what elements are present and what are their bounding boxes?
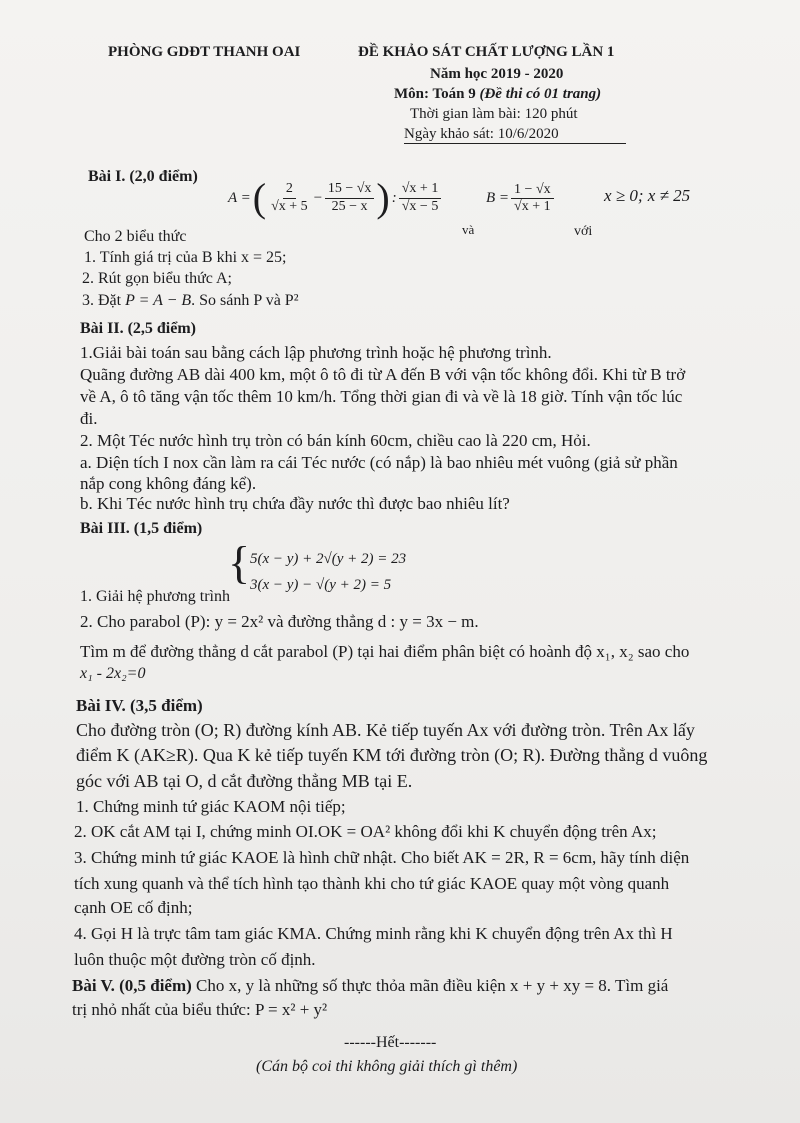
- end-marker: ------Hết-------: [344, 1034, 437, 1051]
- expression-a: A = ( $\frac{2}{√x + 5}$ − $\frac{15 - √x}{25 - x}$ ) : $\frac{√x + 1}{√x - 5}$: [228, 178, 441, 218]
- section-1-question-3: 3. Đặt P = A − B. So sánh P và P²: [82, 292, 299, 309]
- section-4-line-2: điểm K (AK≥R). Qua K kẻ tiếp tuyến KM tới đường tròn (O; R). Đường thẳng d vuông: [76, 745, 708, 765]
- section-4-line-3: góc với AB tại O, d cắt đường thẳng MB tại E.: [76, 771, 413, 791]
- exam-duration: Thời gian làm bài: 120 phút: [410, 106, 578, 122]
- section-2-title: Bài II. (2,5 điểm): [80, 320, 196, 337]
- section-3-title: Bài III. (1,5 điểm): [80, 520, 203, 537]
- section-2-line-4: đi.: [80, 409, 98, 428]
- and-word: và: [462, 222, 475, 237]
- exam-title: ĐỀ KHẢO SÁT CHẤT LƯỢNG LẦN 1: [358, 44, 615, 60]
- section-2-line-5: 2. Một Téc nước hình trụ tròn có bán kính 60cm, chiều cao là 220 cm, Hỏi.: [80, 431, 591, 450]
- exam-date: Ngày khảo sát: 10/6/2020: [404, 126, 626, 144]
- system-equation-1: 5(x − y) + 2√(y + 2) = 23: [250, 551, 407, 567]
- section-4-line-7: tích xung quanh và thể tích hình tạo thành khi cho tứ giác KAOE quay một vòng quanh: [74, 874, 670, 893]
- section-5-line-2: trị nhỏ nhất của biểu thức: P = x² + y²: [72, 1000, 328, 1019]
- section-1-title: Bài I. (2,0 điểm): [88, 168, 198, 185]
- section-4-line-1: Cho đường tròn (O; R) đường kính AB. Kẻ tiếp tuyến Ax với đường tròn. Trên Ax lấy: [76, 720, 695, 740]
- section-4-title: Bài IV. (3,5 điểm): [76, 696, 203, 715]
- section-3-question-2: 2. Cho parabol (P): y = 2x² và đường thẳng d : y = 3x − m.: [80, 612, 479, 631]
- section-2-line-8: b. Khi Téc nước hình trụ chứa đầy nước thì được bao nhiêu lít?: [80, 494, 510, 513]
- section-4-line-8: cạnh OE cố định;: [74, 898, 193, 917]
- department-name: PHÒNG GDĐT THANH OAI: [108, 44, 301, 60]
- condition: x ≥ 0; x ≠ 25: [604, 186, 691, 205]
- subject: Môn: Toán 9 (Đề thi có 01 trang): [394, 86, 602, 102]
- section-4-line-10: luôn thuộc một đường tròn cố định.: [74, 950, 316, 969]
- section-4-line-5: 2. OK cắt AM tại I, chứng minh OI.OK = OA² không đổi khi K chuyển động trên Ax;: [74, 822, 657, 841]
- section-2-line-2: Quãng đường AB dài 400 km, một ô tô đi từ A đến B với vận tốc không đổi. Khi từ B trở: [80, 365, 686, 384]
- system-equation-2: 3(x − y) − √(y + 2) = 5: [250, 577, 392, 593]
- footer-note: (Cán bộ coi thi không giải thích gì thêm): [256, 1058, 518, 1075]
- section-5-line-1: Bài V. (0,5 điểm) Cho x, y là những số thực thỏa mãn điều kiện x + y + xy = 8. Tìm giá: [72, 976, 669, 995]
- section-2-line-1: 1.Giải bài toán sau bằng cách lập phương trình hoặc hệ phương trình.: [80, 343, 552, 362]
- section-2-line-6: a. Diện tích I nox cần làm ra cái Téc nước (có nắp) là bao nhiêu mét vuông (giả sử phần: [80, 453, 678, 472]
- expression-b: B = $\frac{1 - √x}{√x + 1}$: [486, 182, 554, 215]
- section-2-line-3: về A, ô tô tăng vận tốc thêm 10 km/h. Tổng thời gian đi và về là 18 giờ. Tính vận tốc lúc: [80, 387, 683, 406]
- section-4-line-9: 4. Gọi H là trực tâm tam giác KMA. Chứng minh rằng khi K chuyển động trên Ax thì H: [74, 924, 673, 943]
- section-2-line-7: nắp cong không đáng kể).: [80, 474, 257, 493]
- section-1-intro: Cho 2 biểu thức: [84, 228, 187, 245]
- with-word: với: [574, 224, 593, 239]
- section-3-question-2b: Tìm m để đường thẳng d cắt parabol (P) tại hai điểm phân biệt có hoành độ x₁, x₂ sao cho: [80, 642, 690, 661]
- section-4-line-4: 1. Chứng minh tứ giác KAOM nội tiếp;: [76, 797, 346, 816]
- school-year: Năm học 2019 - 2020: [430, 66, 564, 82]
- section-1-question-1: 1. Tính giá trị của B khi x = 25;: [84, 249, 287, 266]
- section-1-question-2: 2. Rút gọn biểu thức A;: [82, 270, 232, 287]
- section-5-title: Bài V. (0,5 điểm): [72, 976, 192, 995]
- section-4-line-6: 3. Chứng minh tứ giác KAOE là hình chữ nhật. Cho biết AK = 2R, R = 6cm, hãy tính diện: [74, 848, 690, 867]
- section-3-question-1: 1. Giải hệ phương trình: [80, 588, 230, 605]
- system-brace: {: [228, 537, 251, 588]
- section-3-question-2c: x₁ - 2x₂=0: [80, 665, 146, 682]
